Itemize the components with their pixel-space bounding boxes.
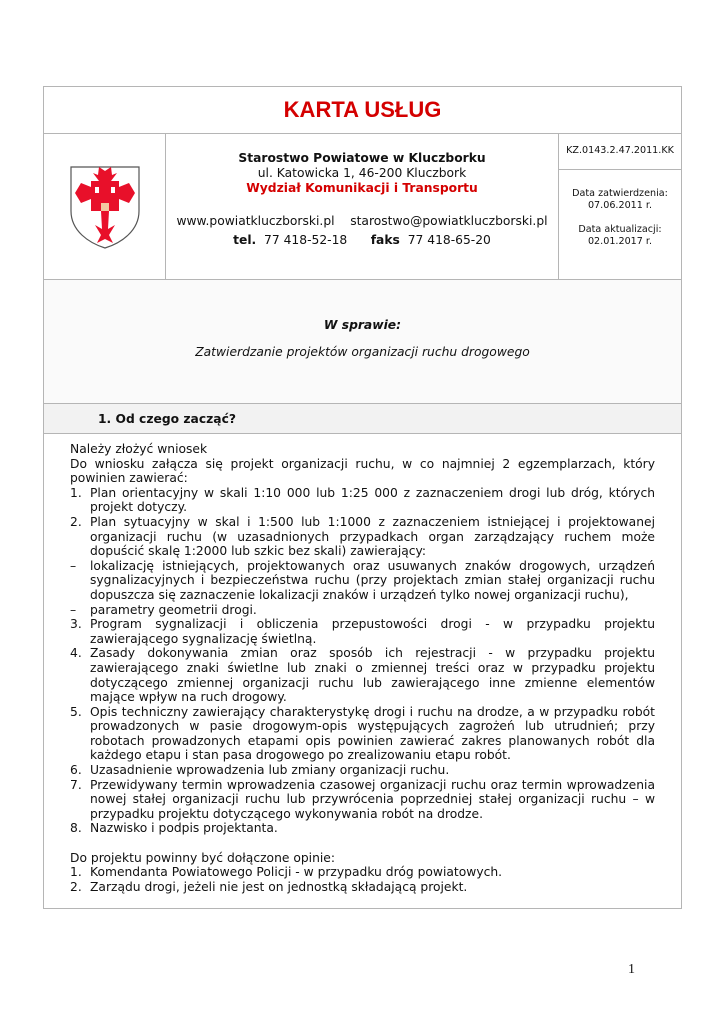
- email-link[interactable]: starostwo@powiatkluczborski.pl: [350, 214, 548, 228]
- update-label: Data aktualizacji:: [578, 224, 662, 235]
- fax-label: faks: [370, 233, 400, 247]
- list-marker: 3.: [70, 617, 82, 632]
- fax-number: 77 418-65-20: [407, 233, 491, 247]
- list-text: Nazwisko i podpis projektanta.: [90, 821, 278, 836]
- approval-date: 07.06.2011 r.: [587, 200, 653, 211]
- list-item: [70, 705, 655, 763]
- list-text: Uzasadnienie wprowadzenia lub zmiany organizacji ruchu.: [90, 763, 450, 778]
- list-text: Plan sytuacyjny w skal i 1:500 lub 1:1000 z zaznaczeniem istniejącej i projektowanej organizacji ruchu (w uzasadnionych przypadkach organ zarządzający ruchem może dopuścić skalę 1:2000 lub szkic bez skali) zawierający:: [90, 514, 655, 559]
- list-marker: –: [70, 558, 77, 573]
- list-marker: 6.: [70, 763, 82, 778]
- list-item: [70, 559, 655, 603]
- list-marker: 1.: [70, 485, 82, 500]
- section-body: [44, 434, 681, 908]
- intro-paragraph: Do wniosku załącza się projekt organizacji ruchu, w co najmniej 2 egzemplarzach, który powinien zawierać:: [70, 456, 655, 486]
- update-date: 02.01.2017 r.: [587, 236, 653, 247]
- matter-section: [44, 280, 681, 404]
- list-marker: 4.: [70, 646, 82, 661]
- list-marker: 2.: [70, 514, 82, 529]
- list-text: Przewidywany termin wprowadzenia czasowej organizacji ruchu oraz termin wprowadzenia nowej stałej organizacji ruchu lub przywrócenia poprzedniej stałej organizacji ruchu – w przypadku projektu dotyczącego wykonywania robót na drodze.: [90, 777, 655, 821]
- matter-label: W sprawie:: [323, 318, 402, 332]
- list-marker: 7.: [70, 777, 82, 792]
- document-meta: [559, 134, 681, 279]
- list-item: [70, 821, 655, 836]
- reference-number: KZ.0143.2.47.2011.KK: [559, 134, 681, 170]
- header: [44, 134, 681, 280]
- list-text: Plan orientacyjny w skali 1:10 000 lub 1:25 000 z zaznaczeniem drogi lub dróg, których projekt dotyczy.: [90, 485, 655, 515]
- list-marker: 8.: [70, 821, 82, 836]
- office-name: Starostwo Powiatowe w Kluczborku: [238, 151, 486, 165]
- list-text: Program sygnalizacji i obliczenia przepustowości drogi - w przypadku projektu zawierającego sygnalizację świetlną.: [90, 617, 655, 646]
- title-row: [44, 87, 681, 134]
- intro-line: Należy złożyć wniosek: [70, 442, 208, 456]
- list-item: [70, 617, 655, 646]
- list-text: Zasady dokonywania zmian oraz sposób ich rejestracji - w przypadku projektu zawierającego znaki świetlne lub znaki o zmiennej treści oraz w przypadku projektu dotyczącego zmiennej organizacji ruchu lub zawierającego inne zmienne elementów mające wpływ na ruch drogowy.: [90, 646, 655, 705]
- section-heading: 1. Od czego zacząć?: [44, 404, 681, 434]
- list-text: Komendanta Powiatowego Policji - w przypadku dróg powiatowych.: [90, 865, 503, 880]
- list-item: [70, 603, 655, 618]
- list-text: lokalizację istniejących, projektowanych oraz usuwanych znaków drogowych, urządzeń sygnalizacyjnych i bezpieczeństwa ruchu (przy projektach zmian stałej organizacji ruchu dopuszcza się zaznaczenie lokalizacji znaków i urządzeń tylko nowej organizacji ruchu),: [90, 558, 655, 602]
- list-marker: 5.: [70, 704, 82, 719]
- list-text: parametry geometrii drogi.: [90, 602, 257, 617]
- coat-of-arms-logo: [44, 134, 166, 279]
- list-item: [70, 515, 655, 559]
- list-text: Zarządu drogi, jeżeli nie jest on jednostką składającą projekt.: [90, 879, 468, 894]
- coat-of-arms-icon: [69, 165, 141, 249]
- office-info: [166, 134, 559, 279]
- list-marker: 1.: [70, 865, 82, 880]
- approval-label: Data zatwierdzenia:: [572, 188, 668, 199]
- list-item: [70, 486, 655, 515]
- matter-text: Zatwierdzanie projektów organizacji ruchu drogowego: [195, 345, 530, 359]
- list-marker: –: [70, 602, 77, 617]
- website-link[interactable]: www.powiatkluczborski.pl: [176, 214, 335, 228]
- list-item: [70, 763, 655, 778]
- tel-number: 77 418-52-18: [264, 233, 348, 247]
- list-item: [70, 865, 655, 880]
- office-address: ul. Katowicka 1, 46-200 Kluczbork: [257, 166, 467, 180]
- list-item: [70, 778, 655, 822]
- page-number: 1: [628, 962, 635, 977]
- department-name: Wydział Komunikacji i Transportu: [246, 181, 478, 195]
- list-item: [70, 646, 655, 704]
- service-card: [43, 86, 682, 909]
- list-text: Opis techniczny zawierający charakterystykę drogi i ruchu na drodze, a w przypadku robót prowadzonych w pasie drogowym-opis występujących zagrożeń lub utrudnień; przy robotach prowadzonych etapami opis powinien zawierać zakres planowanych robót dla każdego etapu i stan pasa drogowego po zrealizowaniu etapu robót.: [90, 704, 655, 763]
- page-title: KARTA USŁUG: [283, 97, 442, 122]
- tel-label: tel.: [233, 233, 257, 247]
- opinions-intro: Do projektu powinny być dołączone opinie:: [70, 850, 336, 865]
- list-item: [70, 880, 655, 895]
- list-marker: 2.: [70, 879, 82, 894]
